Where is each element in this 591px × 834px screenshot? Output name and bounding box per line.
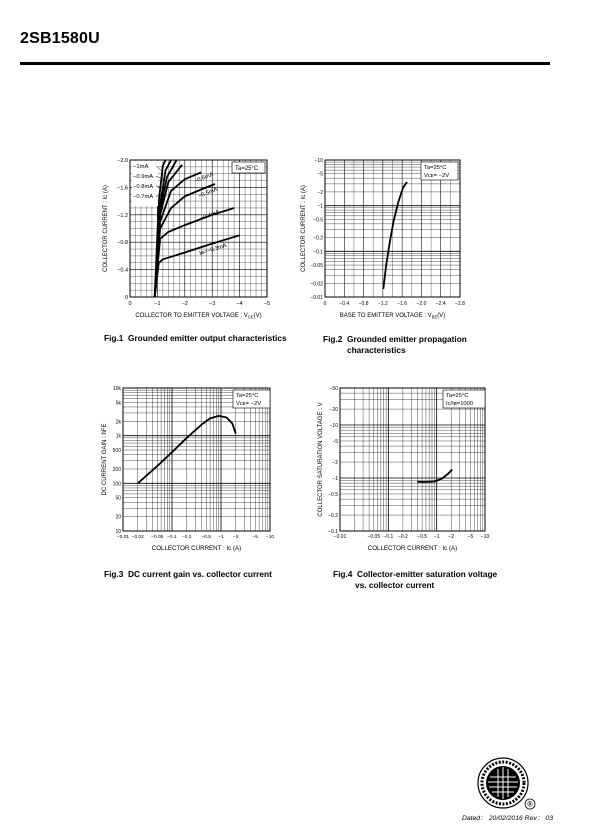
company-logo-seal <box>476 755 538 811</box>
fig3-y-axis-title: DC CURRENT GAIN : hFE <box>102 423 108 496</box>
fig4-curve <box>417 470 452 483</box>
fig2-y-tick-label: −2 <box>317 189 323 196</box>
fig4-y-tick-label: −1 <box>332 476 338 483</box>
figure-2-caption-text-2: characteristics <box>347 345 406 355</box>
fig3-x-tick-label: −0.05 <box>151 535 164 540</box>
figure-2-caption-num: Fig.2 <box>323 334 343 344</box>
fig2-y-tick-label: −0.02 <box>310 281 323 288</box>
figure-2-caption-text: Grounded emitter propagation <box>347 334 467 344</box>
fig4-y-tick-label: −0.2 <box>328 513 338 520</box>
fig3-x-tick-label: −0.01 <box>116 535 130 540</box>
fig2-y-axis-title: COLLECTOR CURRENT : Ic (A) <box>301 185 307 272</box>
fig3-y-tick-label: 50 <box>115 495 121 502</box>
fig4-x-tick-label: −0.2 <box>397 534 408 540</box>
fig4-y-tick-label: −2 <box>332 460 338 467</box>
fig3-y-tick-label: 200 <box>112 466 121 473</box>
fig2-x-tick-label: −2.0 <box>416 301 427 307</box>
fig1-curve-label: −0.4mA <box>199 209 221 222</box>
fig2-x-tick-label: −0.8 <box>358 301 369 307</box>
fig4-x-tick-label: −0.01 <box>333 534 347 540</box>
fig2-curve <box>383 182 407 289</box>
fig3-y-tick-label: 1k <box>115 433 121 440</box>
fig1-legend-label: −0.7mA <box>133 194 154 200</box>
fig1-x-tick-label: −3 <box>209 301 216 307</box>
fig1-y-tick-label: −1.2 <box>117 212 128 219</box>
fig3-y-tick-label: 10k <box>112 386 121 392</box>
fig1-y-tick-label: −0.8 <box>117 240 128 247</box>
figure-4-caption-num: Fig.4 <box>333 569 353 579</box>
figure-1-caption <box>104 333 287 344</box>
fig1-y-tick-label: −2.0 <box>117 158 128 164</box>
fig2-x-tick-label: 0 <box>323 301 327 307</box>
fig2-x-axis-title-sub: BE <box>431 314 438 320</box>
fig2-x-axis-title-unit: (V) <box>437 313 446 319</box>
fig4-y-tick-label: −10 <box>329 423 338 430</box>
fig1-curve <box>155 208 234 297</box>
fig3-x-tick-label: −0.5 <box>201 535 211 540</box>
fig4-x-tick-label: −5 <box>467 534 474 540</box>
figure-3-caption-text: DC current gain vs. collector current <box>128 569 272 579</box>
fig3-condition-text: Ta=25°C <box>236 393 259 399</box>
fig2-y-tick-label: −1 <box>317 203 323 210</box>
fig1-condition-text: Ta=25°C <box>235 166 259 172</box>
fig3-y-tick-label: 20 <box>115 514 121 521</box>
fig3-frame <box>123 388 270 531</box>
fig4-y-tick-label: −0.5 <box>328 491 338 498</box>
figure-4-caption-text-2: vs. collector current <box>355 580 435 590</box>
fig2-x-tick-label: −2.4 <box>435 301 446 307</box>
fig4-condition-text: Ic/Iʙ=1000 <box>446 401 474 407</box>
fig1-x-axis-title-sub: CE <box>247 314 254 320</box>
fig4-x-tick-label: −0.1 <box>383 534 394 540</box>
fig4-x-axis-title: COLLECTOR CURRENT : Ic (A) <box>367 545 458 552</box>
figure-3-chart <box>95 378 285 563</box>
fig2-y-tick-label: −0.5 <box>313 217 323 224</box>
fig2-y-tick-label: −0.05 <box>310 263 323 270</box>
fig2-y-tick-label: −10 <box>314 158 323 164</box>
fig4-condition-text: Ta=25°C <box>446 393 469 399</box>
fig4-y-tick-label: −20 <box>329 407 338 414</box>
fig1-legend-label: −0.8mA <box>133 184 154 190</box>
fig2-x-tick-label: −1.2 <box>377 301 388 307</box>
fig2-y-tick-label: −0.1 <box>313 249 323 256</box>
fig1-x-tick-label: −1 <box>154 301 161 307</box>
figure-3-caption <box>104 569 272 580</box>
fig4-x-tick-label: −10 <box>480 534 490 540</box>
fig2-x-axis-title-main: BASE TO EMITTER VOLTAGE : V <box>339 313 432 319</box>
fig3-x-tick-label: −0.02 <box>131 535 144 540</box>
fig3-y-tick-label: 500 <box>112 448 121 455</box>
fig4-y-axis-title: COLLECTOR SATURATION VOLTAGE : V <box>318 402 324 517</box>
fig4-y-tick-label: −5 <box>332 438 338 445</box>
fig1-y-tick-label: 0 <box>124 295 128 301</box>
fig4-x-tick-label: −0.5 <box>417 534 428 540</box>
fig3-x-axis-title: COLLECTOR CURRENT : Ic (A) <box>151 545 242 552</box>
fig1-x-axis-title-unit: (V) <box>253 313 262 319</box>
fig2-x-tick-label: −0.4 <box>339 301 350 307</box>
figure-4-chart <box>295 378 495 563</box>
fig3-x-tick-label: −1 <box>218 535 224 540</box>
fig2-condition-text: Vᴄᴇ= −2V <box>424 173 450 179</box>
figure-4-caption <box>333 569 497 591</box>
fig1-x-axis-title <box>135 313 261 320</box>
fig2-y-tick-label: −5 <box>317 171 323 178</box>
fig2-y-tick-label: −0.01 <box>310 295 323 301</box>
figure-1-caption-num: Fig.1 <box>104 333 124 343</box>
fig3-x-tick-label: −5 <box>252 535 258 540</box>
revision-date: Dated： 20/02/2016 Rev： 03 <box>461 815 553 822</box>
fig1-x-tick-label: −4 <box>236 301 243 307</box>
fig3-y-tick-label: 5k <box>115 400 121 407</box>
figure-1-caption-text: Grounded emitter output characteristics <box>128 333 287 343</box>
fig1-x-axis-title-main: COLLECTOR TO EMITTER VOLTAGE : V <box>135 313 248 319</box>
fig1-legend-label: −1mA <box>133 164 149 170</box>
fig1-x-tick-label: −5 <box>263 301 271 307</box>
fig4-frame <box>340 388 485 531</box>
fig1-legend-label: −0.9mA <box>133 174 154 180</box>
fig3-x-tick-label: −0.2 <box>182 535 192 540</box>
fig2-y-tick-label: −0.2 <box>313 235 323 242</box>
fig3-x-tick-label: −2 <box>233 535 239 540</box>
fig3-y-tick-label: 100 <box>112 481 121 488</box>
fig2-condition-text: Ta=25°C <box>424 165 447 171</box>
fig1-y-tick-label: −0.4 <box>117 267 128 274</box>
fig4-x-tick-label: −1 <box>433 534 440 540</box>
fig1-curve-label: Iʙ=−0.3mA <box>198 242 228 257</box>
fig2-x-axis-title <box>340 313 446 320</box>
fig3-x-tick-label: −10 <box>265 535 275 540</box>
fig3-y-tick-label: 10 <box>115 529 121 535</box>
registered-mark: ® <box>527 801 533 809</box>
fig2-x-tick-label: −2.8 <box>455 301 465 307</box>
fig1-curve <box>155 235 240 297</box>
fig4-y-tick-label: −50 <box>329 386 338 392</box>
fig4-y-tick-label: −0.1 <box>328 529 338 535</box>
fig1-y-tick-label: −1.6 <box>117 185 128 192</box>
figure-2-caption <box>323 334 467 356</box>
part-number-heading: 2SB1580U <box>20 30 100 47</box>
fig1-curve-label: −0.6mA <box>193 171 215 185</box>
figure-2-chart <box>295 150 475 330</box>
fig1-x-tick-label: 0 <box>128 301 132 307</box>
fig1-x-tick-label: −2 <box>181 301 188 307</box>
fig4-x-tick-label: −2 <box>448 534 455 540</box>
fig3-y-tick-label: 2k <box>115 419 121 426</box>
fig1-y-axis-title: COLLECTOR CURRENT : Ic (A) <box>103 185 109 272</box>
title-rule <box>20 62 550 65</box>
figure-3-caption-num: Fig.3 <box>104 569 124 579</box>
fig3-condition-text: Vᴄᴇ= −2V <box>236 401 262 407</box>
fig1-curve-label: −0.5mA <box>197 186 219 200</box>
figure-1-chart <box>95 150 285 330</box>
fig2-x-tick-label: −1.6 <box>397 301 408 307</box>
fig3-x-tick-label: −0.1 <box>167 535 177 540</box>
figure-4-caption-text: Collector-emitter saturation voltage <box>357 569 498 579</box>
fig4-x-tick-label: −0.05 <box>367 534 381 540</box>
